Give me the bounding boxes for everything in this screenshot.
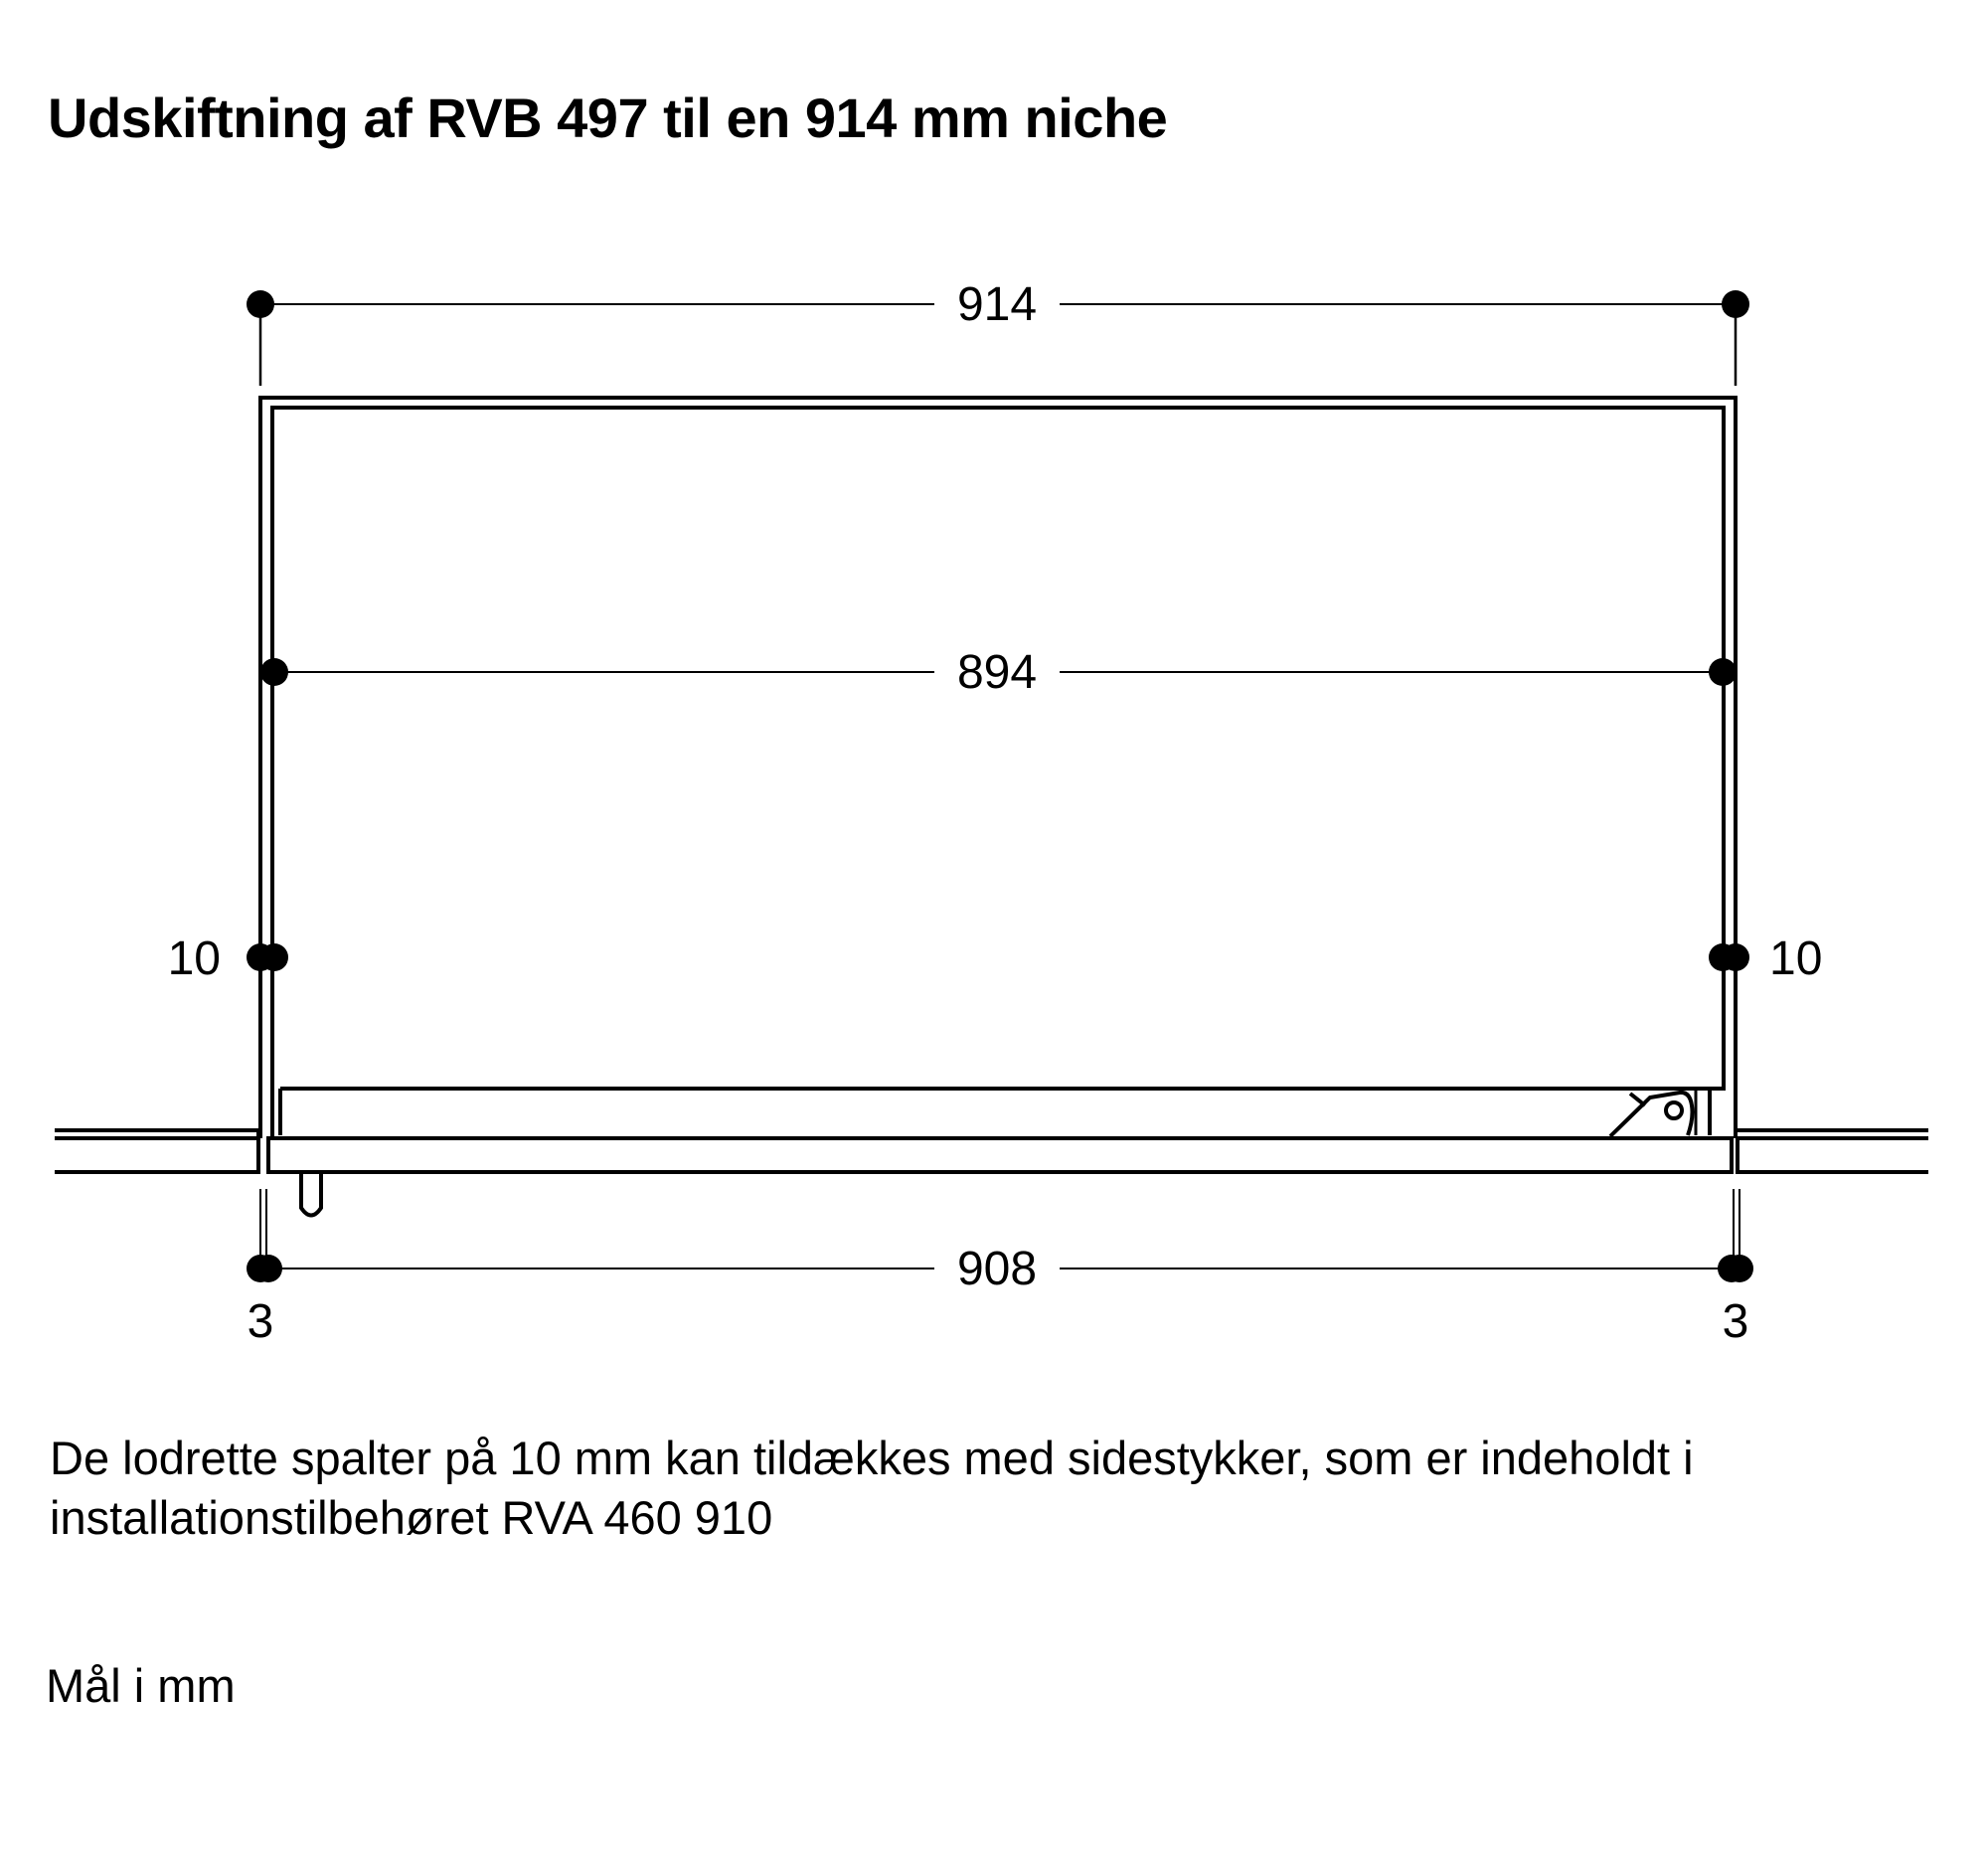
dim-label-right-bottom-gap: 3 (1722, 1295, 1749, 1348)
dim-label-right-gap: 10 (1769, 932, 1823, 985)
foot-knob (301, 1173, 321, 1216)
installation-note (50, 1429, 1694, 1548)
niche-outer-frame (260, 398, 1736, 1138)
units-label: Mål i mm (46, 1659, 236, 1712)
dim-label-908: 908 (956, 1243, 1038, 1295)
hinge-icon (1610, 1093, 1693, 1136)
dim-label-left-bottom-gap: 3 (247, 1295, 274, 1348)
dim-label-914: 914 (956, 278, 1038, 331)
bottom-plate (268, 1138, 1732, 1172)
dim-label-894: 894 (956, 646, 1038, 699)
note-line-2: installationstilbehøret RVA 460 910 (50, 1491, 773, 1544)
dim-label-left-gap: 10 (167, 932, 221, 985)
note-line-1: De lodrette spalter på 10 mm kan tildækkes med sidestykker, som er indeholdt i (50, 1432, 1694, 1484)
appliance-body (272, 408, 1724, 1138)
page-title: Udskiftning af RVB 497 til en 914 mm niche (48, 86, 1168, 149)
